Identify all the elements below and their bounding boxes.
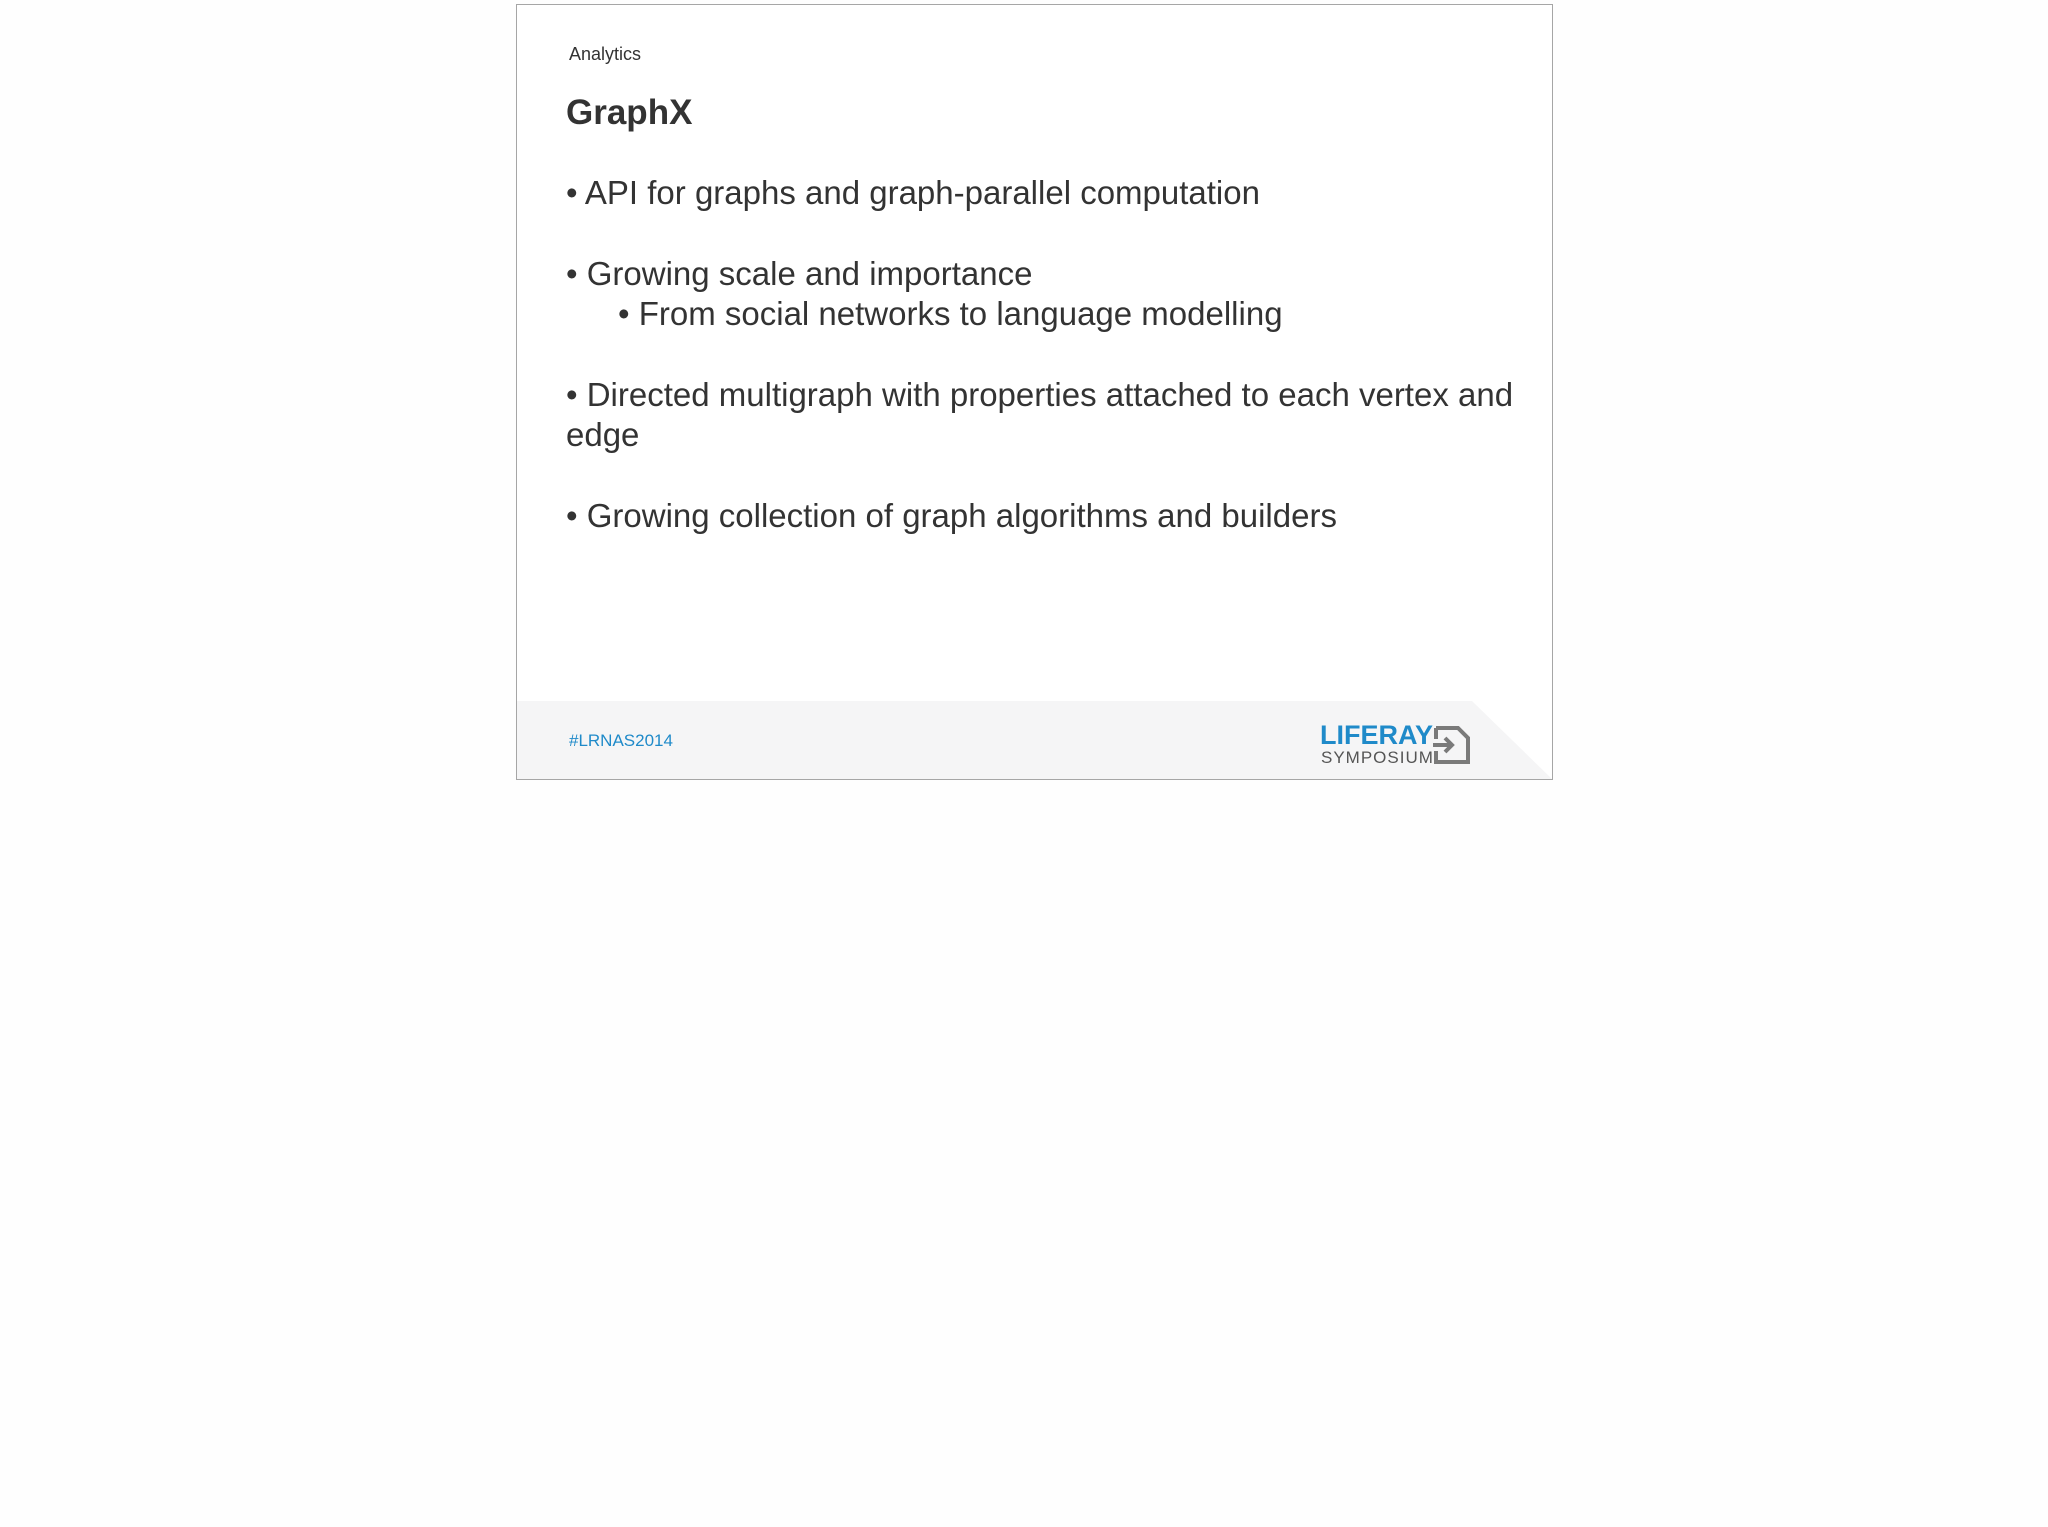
bullet-item: • Directed multigraph with properties attached to each vertex and edge [566, 376, 1514, 453]
bullet-item: • Growing collection of graph algorithms and builders [566, 497, 1337, 534]
bullet-list [566, 173, 1526, 536]
sub-bullet-item: • From social networks to language modelling [618, 295, 1283, 332]
bullet-item: • API for graphs and graph-parallel computation [566, 174, 1260, 211]
slide-title: GraphX [566, 93, 693, 132]
section-label: Analytics [569, 44, 642, 64]
liferay-arrow-icon [1433, 725, 1471, 765]
bullet-item: • Growing scale and importance [566, 255, 1033, 292]
logo-word-bottom: SYMPOSIUM [1321, 748, 1434, 767]
liferay-symposium-logo [1320, 721, 1480, 771]
slide [516, 4, 1553, 780]
logo-word-top: LIFERAY [1320, 720, 1434, 750]
hashtag: #LRNAS2014 [569, 731, 673, 750]
